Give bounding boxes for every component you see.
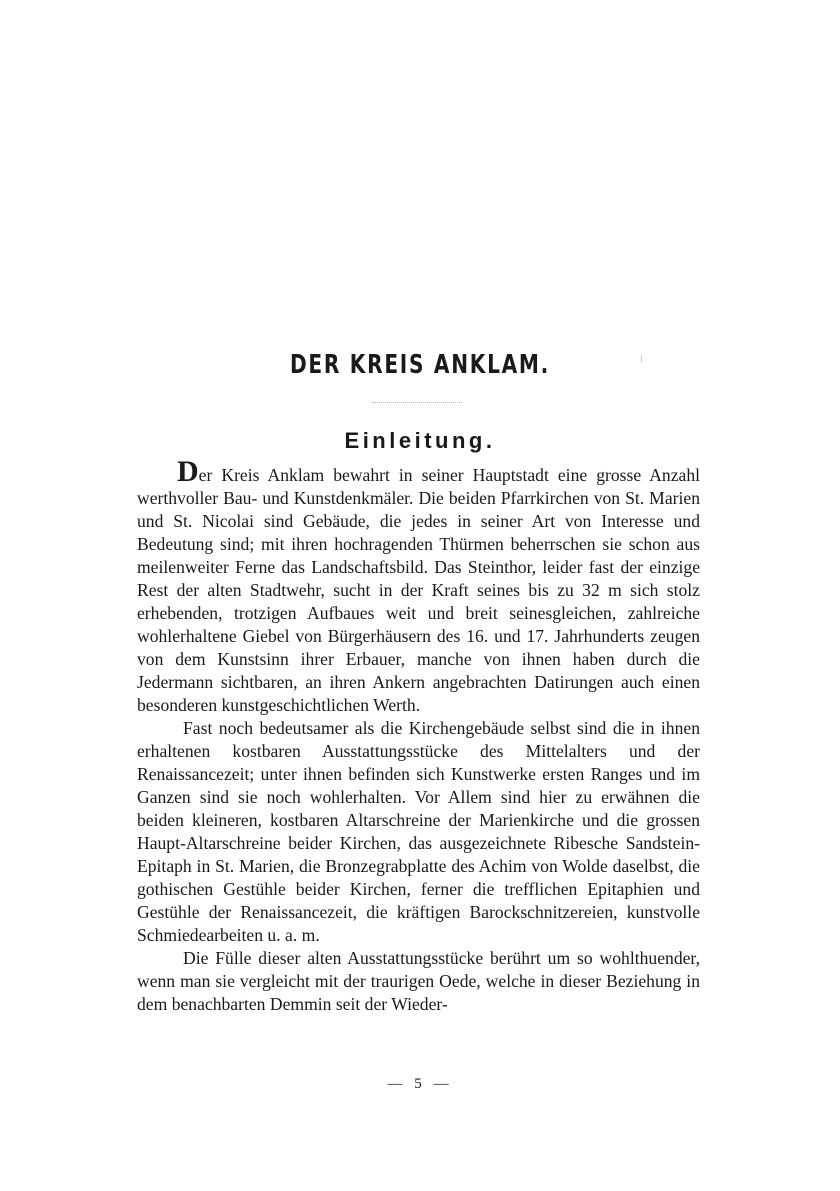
paragraph-1-text: er Kreis Anklam bewahrt in seiner Hauptstadt eine grosse Anzahl werthvoller Bau- und Kunstdenkmäler. Die beiden Pfarrkirchen von St. Marien und St. Nicolai sind Gebäude, die jedes in seiner Art von Interesse und Bedeutung sind; mit ihren hochragenden Thürmen beherrschen sie schon aus meilenweiter Ferne das Landschaftsbild. Das Steinthor, leider fast der einzige Rest der alten Stadtwehr, sucht in der Kraft seines bis zu 32 m sich stolz erhebenden, trotzigen Aufbaues weit und breit seinesgleichen, zahlreiche wohlerhaltene Giebel von Bürgerhäusern des 16. und 17. Jahrhunderts zeugen von dem Kunstsinn ihrer Erbauer, manche von ihnen haben durch die Jedermann sichtbaren, an ihren Ankern angebrachten Datirungen auch einen besonderen kunstgeschichtlichen Werth. [137,465,700,715]
drop-cap: D [177,455,199,488]
paragraph-1 [137,455,700,717]
chapter-title: DER KREIS ANKLAM. [289,350,551,380]
body-text [137,455,700,1016]
paragraph-2: Fast noch bedeutsamer als die Kirchengebäude selbst sind die in ihnen erhaltenen kostbaren Ausstattungsstücke des Mittelalters und der Renaissancezeit; unter ihnen befinden sich Kunstwerke ersten Ranges und im Ganzen sind sie noch wohlerhalten. Vor Allem sind hier zu erwähnen die beiden kleineren, kostbaren Altarschreine der Marienkirche und die grossen Haupt-Altarschreine beider Kirchen, das ausgezeichnete Ribesche Sandstein-Epitaph in St. Marien, die Bronzegrabplatte des Achim von Wolde daselbst, die gothischen Gestühle beider Kirchen, ferner die trefflichen Epitaphien und Gestühle der Renaissancezeit, die kräftigen Barockschnitzereien, kunstvolle Schmiedearbeiten u. a. m. [137,718,700,945]
paragraph-3: Die Fülle dieser alten Ausstattungsstücke berührt um so wohlthuender, wenn man sie vergleicht mit der traurigen Oede, welche in dieser Beziehung in dem benachbarten Demmin seit der Wieder- [137,948,700,1014]
scan-speck [641,355,642,362]
section-heading: Einleitung. [344,428,496,453]
page-number: — 5 — [387,1076,453,1092]
title-ornament [372,402,462,407]
